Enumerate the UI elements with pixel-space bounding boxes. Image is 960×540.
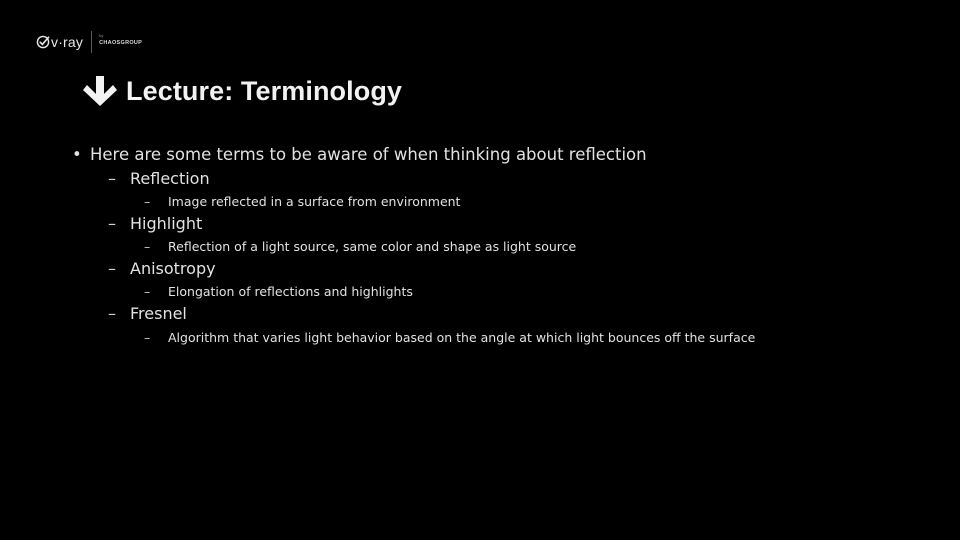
intro-bullet — [72, 145, 647, 164]
term-label: Anisotropy — [130, 259, 216, 278]
dash: – — [144, 194, 151, 209]
definition-fresnel — [144, 330, 755, 345]
term-label: Fresnel — [130, 304, 187, 323]
vray-check-icon — [36, 35, 50, 49]
dash: – — [108, 214, 116, 233]
vray-logo — [36, 30, 145, 54]
arrow-down-return-icon — [82, 74, 118, 108]
vray-brand-text: v·ray — [51, 34, 84, 50]
term-highlight — [108, 214, 202, 233]
chaosgroup-text: CHAOSGROUP — [99, 40, 143, 46]
intro-text: Here are some terms to be aware of when thinking about reflection — [90, 145, 647, 164]
term-label: Highlight — [130, 214, 203, 233]
definition-text: Image reflected in a surface from environment — [168, 194, 461, 209]
chaosgroup-logo — [99, 31, 145, 53]
definition-highlight — [144, 239, 576, 254]
dash: – — [144, 239, 151, 254]
term-anisotropy — [108, 259, 216, 278]
definition-anisotropy — [144, 284, 413, 299]
logo-by-text: by — [99, 33, 104, 38]
dash: – — [108, 304, 116, 323]
logo-divider — [91, 31, 92, 53]
term-label: Reflection — [130, 169, 210, 188]
dash: – — [144, 330, 151, 345]
definition-text: Reflection of a light source, same color and shape as light source — [168, 239, 577, 254]
term-fresnel — [108, 304, 187, 323]
bullet-dot: • — [72, 145, 82, 164]
term-reflection — [108, 169, 210, 188]
title-row — [82, 74, 402, 108]
dash: – — [108, 169, 116, 188]
dash: – — [108, 259, 116, 278]
slide-title: Lecture: Terminology — [126, 75, 403, 106]
definition-reflection — [144, 194, 460, 209]
dash: – — [144, 284, 151, 299]
definition-text: Elongation of reflections and highlights — [168, 284, 413, 299]
vray-wordmark — [36, 34, 83, 50]
definition-text: Algorithm that varies light behavior based on the angle at which light bounces off the surface — [168, 330, 756, 345]
